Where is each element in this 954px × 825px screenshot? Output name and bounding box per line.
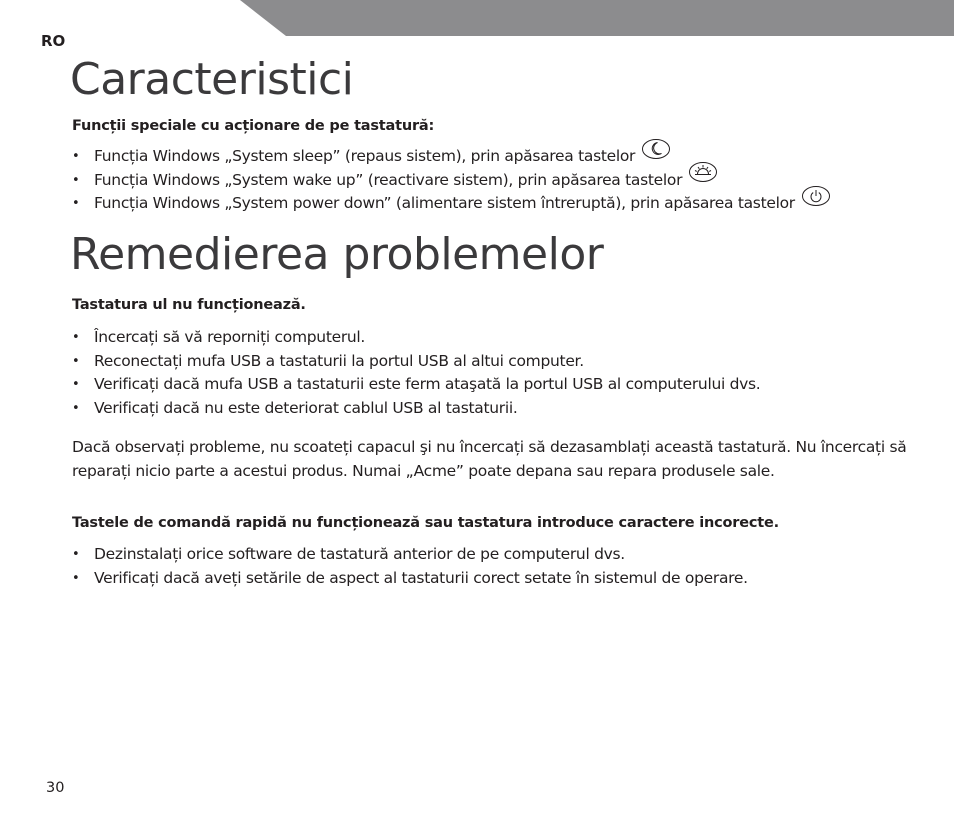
list-item-text: Funcția Windows „System wake up” (reactivare sistem), prin apăsarea tastelor (94, 170, 683, 189)
list-item: • Verificați dacă nu este deteriorat cablul USB al tastaturii. (72, 397, 760, 421)
features-subtitle: Funcții speciale cu acționare de pe tastatură: (72, 118, 435, 134)
features-list (72, 145, 831, 216)
list-item: • Verificați dacă mufa USB a tastaturii este ferm ataşată la portul USB al computerului dvs. (72, 373, 760, 397)
language-code: RO (41, 32, 66, 50)
list-item-text: Funcția Windows „System power down” (alimentare sistem întreruptă), prin apăsarea tastelor (94, 194, 795, 212)
sleep-moon-icon (641, 138, 671, 168)
list-item: • Verificați dacă aveți setările de aspect al tastaturii corect setate în sistemul de operare. (72, 567, 748, 591)
features-heading: Caracteristici (70, 54, 354, 105)
troubleshooting-subtitle-2: Tastele de comandă rapidă nu funcționează sau tastatura introduce caractere incorecte. (72, 515, 779, 531)
troubleshooting-heading: Remedierea problemelor (70, 229, 604, 280)
troubleshooting-subtitle-1: Tastatura ul nu funcționează. (72, 297, 306, 313)
power-icon (801, 185, 831, 215)
list-item (72, 192, 831, 216)
page-number: 30 (46, 780, 65, 796)
list-item: • Dezinstalați orice software de tastatură anterior de pe computerul dvs. (72, 543, 748, 567)
header-band (0, 0, 954, 36)
wake-sunrise-icon (688, 161, 718, 191)
list-item: • Reconectați mufa USB a tastaturii la portul USB al altui computer. (72, 350, 760, 374)
troubleshooting-list-1 (72, 326, 760, 420)
list-item-text: Funcția Windows „System sleep” (repaus sistem), prin apăsarea tastelor (94, 147, 636, 165)
troubleshooting-list-2 (72, 543, 748, 590)
list-item (72, 169, 831, 193)
warning-paragraph: Dacă observați probleme, nu scoateți capacul şi nu încercați să dezasamblați această tastatură. Nu încercați să reparați nicio parte a acestui produs. Numai „Acme” poate depana sau repara produsele sale. (72, 438, 907, 480)
list-item: • Încercați să vă reporniți computerul. (72, 326, 760, 350)
